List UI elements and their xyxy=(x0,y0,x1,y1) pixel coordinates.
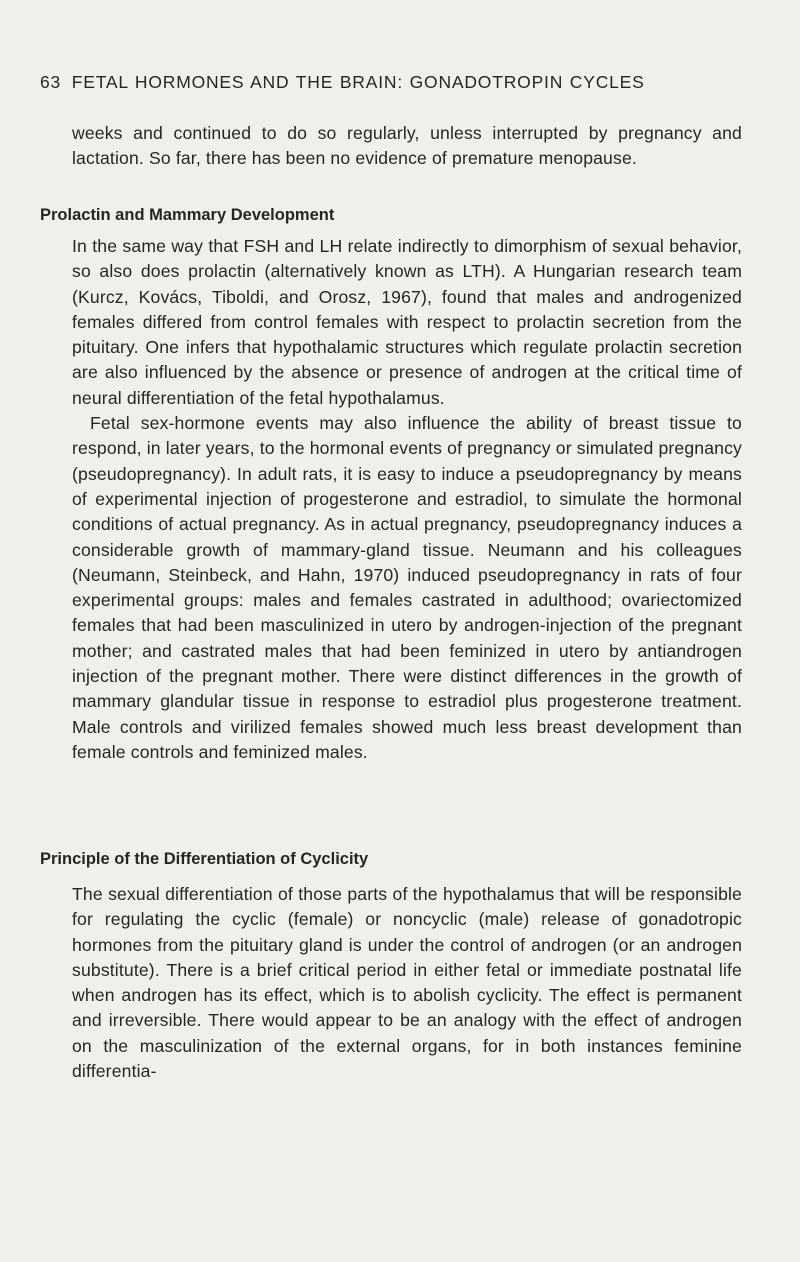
prolactin-section-body xyxy=(72,234,742,765)
section-heading-prolactin: Prolactin and Mammary Development xyxy=(40,206,335,224)
page-number: 63 xyxy=(40,72,62,92)
intro-paragraph: weeks and continued to do so regularly, unless interrupted by pregnancy and lactation. So far, there has been no evidence of premature menopause. xyxy=(72,123,742,169)
cyclicity-section-body xyxy=(72,882,742,1084)
paragraph: In the same way that FSH and LH relate indirectly to dimorphism of sexual behavior, so also does prolactin (alternatively known as LTH). A Hungarian research team (Kurcz, Kovács, Tiboldi, and Orosz, 1967), found that males and androgenized females differed from control females with respect to prolactin secretion from the pituitary. One infers that hypothalamic structures which regulate prolactin secretion are also influenced by the absence or presence of androgen at the critical time of neural differentiation of the fetal hypothalamus. xyxy=(72,236,742,408)
running-title: FETAL HORMONES AND THE BRAIN: GONADOTROPIN CYCLES xyxy=(71,72,645,92)
paragraph: The sexual differentiation of those parts of the hypothalamus that will be responsible for regulating the cyclic (female) or noncyclic (male) release of gonadotropic hormones from the pituitary gland is under the control of androgen (or an androgen substitute). There is a brief critical period in either fetal or immediate postnatal life when androgen has its effect, which is to abolish cyclicity. The effect is permanent and irreversible. There would appear to be an analogy with the effect of androgen on the masculinization of the external organs, for in both instances feminine differentia- xyxy=(72,884,742,1082)
section-heading-cyclicity: Principle of the Differentiation of Cyclicity xyxy=(40,850,369,868)
running-head xyxy=(40,72,645,93)
intro-block xyxy=(72,121,742,172)
paragraph: Fetal sex-hormone events may also influence the ability of breast tissue to respond, in later years, to the hormonal events of pregnancy or simulated pregnancy (pseudopregnancy). In adult rats, it is easy to induce a pseudopregnancy by means of experimental injection of progesterone and estradiol, to simulate the hormonal conditions of actual pregnancy. As in actual pregnancy, pseudopregnancy induces a considerable growth of mammary-gland tissue. Neumann and his colleagues (Neumann, Steinbeck, and Hahn, 1970) induced pseudopregnancy in rats of four experimental groups: males and females castrated in adulthood; ovariectomized females that had been masculinized in utero by androgen-injection of the pregnant mother; and castrated males that had been feminized in utero by antiandrogen injection of the pregnant mother. There were distinct differences in the growth of mammary glandular tissue in response to estradiol plus progesterone treatment. Male controls and virilized females showed much less breast development than female controls and feminized males. xyxy=(72,413,742,762)
